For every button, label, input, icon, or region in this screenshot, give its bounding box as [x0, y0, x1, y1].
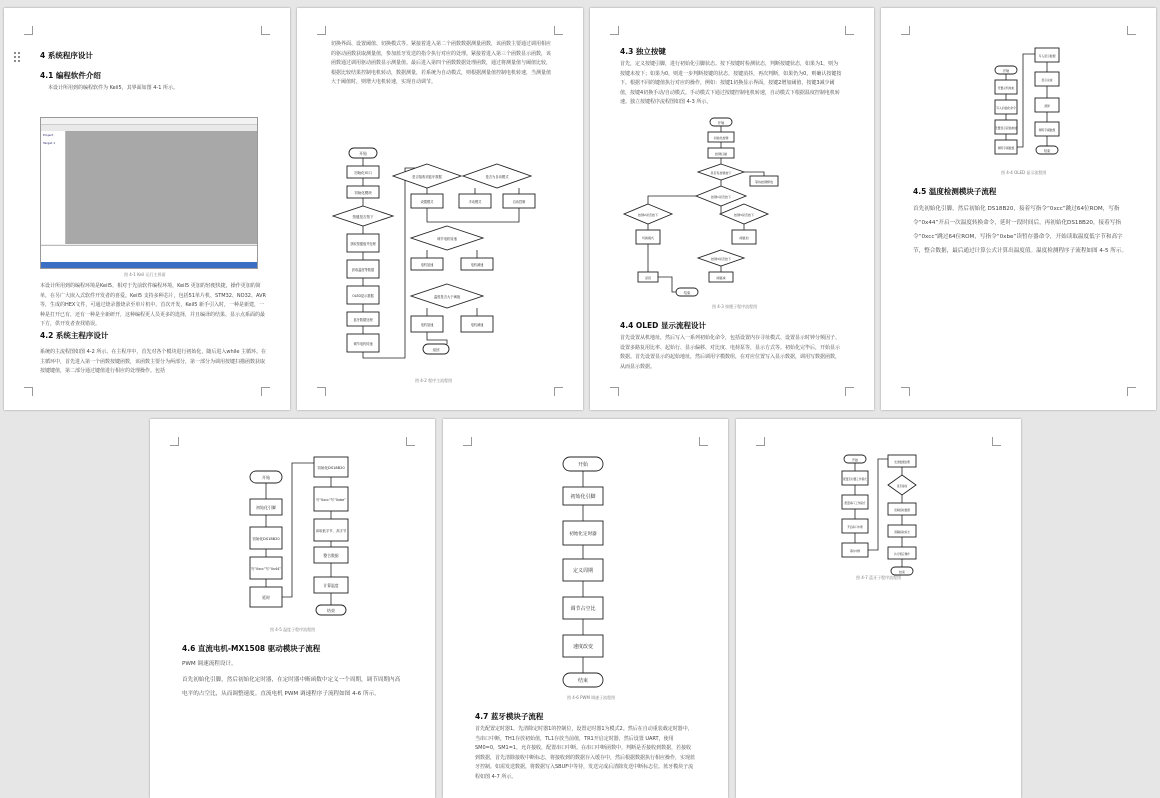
flow-timer-label: 初始化定时器 — [569, 532, 597, 537]
flow-speed-label: 速度改变 — [572, 644, 594, 650]
flow-k3b-label: 按键3是否按下 — [711, 257, 731, 261]
flow-speed-decision-label: 调节电机转速 — [437, 237, 457, 241]
flow-bt-decision-label: 是否接收到蓝牙数据 — [412, 175, 442, 179]
flow-e-label: 写入显示数据 — [1038, 54, 1056, 58]
flow-a-label: 配置定时器工作模式 — [843, 478, 867, 481]
flow-h-label: 发送数据处理 — [894, 461, 910, 464]
flow-cmd2-label: 写“0xcc”写“0xbe” — [315, 498, 347, 502]
flow-b-label: 写入初始化命令 — [996, 106, 1016, 110]
heading-main-program: 4.2 系统主程序设计 — [40, 331, 109, 340]
flow-down-label: 电机减速 — [470, 263, 484, 267]
document-page-5 — [150, 419, 435, 798]
flow-calc-label: 计算温度 — [323, 583, 339, 588]
temp-flowchart — [150, 419, 435, 798]
flow-end-label: 结束 — [577, 678, 589, 684]
flow-recv-label: 是否接收 — [896, 485, 908, 488]
flow-duty-label: 调节占空比 — [570, 606, 596, 612]
flow-c-label: 开启串口中断 — [847, 526, 863, 529]
crop-mark — [261, 387, 270, 396]
flow-g-label: 清屏 — [1044, 104, 1050, 108]
figure-caption: 图 4-3 按键子程序流程图 — [712, 304, 758, 309]
flow-d-label: 等待中断 — [849, 550, 861, 553]
figure-caption: 图 4-4 OLED 显示流程图 — [1001, 170, 1047, 175]
document-page-1 — [4, 8, 290, 410]
flow-start-label: 开始 — [1002, 69, 1010, 73]
figure-caption: 图 4-7 蓝牙子程序流程图 — [856, 575, 902, 580]
flow-end-label: 结束 — [327, 608, 335, 613]
flow-pressed-label: 是否有按键按下 — [710, 171, 732, 175]
pwm-line: PWM 调速流程设计。 — [182, 661, 237, 667]
flow-k1-label: 按键1是否按下 — [711, 195, 731, 199]
flow-add-label: 阈值加 — [739, 236, 749, 240]
flow-up-label: 电机加速 — [420, 263, 434, 267]
body-paragraph: 首先初始化引脚，然后初始化 DS18B20，接着写指令“0xcc”跳过64位ROM，写指令“0x44”开启一次温度转换命令，延时一段时间后，再初始化DS18B20，接着写指令“0xcc”跳过64位ROM，写指令“0xbe”读暂存器命令，开始读取温度低字节和高字节，整合数据，最后通过计算公式计算出温度值。温度检测程序子流程如图 4-5 所示。 — [913, 206, 1128, 254]
flow-init-label: 初始化DS18B20 — [252, 537, 280, 541]
flow-bt-label: 蓝牙数据处理 — [353, 318, 373, 322]
heading-key: 4.3 独立按键 — [620, 47, 666, 56]
keil-screenshot — [40, 117, 258, 269]
flow-measure-label: 获取温度等数据 — [351, 268, 375, 272]
flow-up2-label: 电机加速 — [420, 323, 434, 327]
flow-wait-label: 等待按键释放 — [754, 180, 774, 184]
flow-init-label: 初始化模块 — [354, 191, 372, 195]
body-paragraph: 首先设置从机地址，然后写入一系列初始化命令，包括设置内存寻址模式、设置显示时钟分频因子、设置多路复用比率、起始行、显示偏移、对比度、电荷泵等，显示方式等。初始化完毕后，开始显示数据。首先设置显示的起始地址，然后调用字模数组，在对应位置写入显示数据，调用写数据函数，从而显示数据。 — [620, 335, 841, 370]
flow-init2-label: 初始化DS18B20 — [317, 466, 345, 470]
heading-temp: 4.5 温度检测模块子流程 — [913, 187, 997, 196]
flow-manual-label: 手动模式 — [468, 200, 482, 204]
flow-d-label: 调用字模数组 — [997, 146, 1015, 150]
crop-mark — [261, 26, 270, 35]
heading-software-intro: 4.1 编程软件介绍 — [40, 71, 101, 80]
main-flowchart — [297, 8, 583, 410]
figure-caption: 图 4-5 温度子程序流程图 — [270, 627, 316, 632]
flow-temp-decision-label: 温度是否大于阈值 — [433, 295, 461, 299]
body-paragraph: 切换界面、设置阈值、切换模式等。紧接着进入第二个函数数据测量函数，该函数主要通过调用相应的驱动函数获取测量值，参加蓝牙发送的指令执行对应的处理。紧接着进入第三个函数显示函数，该函数通过调用驱动函数显示测量值。最后进入第四个函数数据处理函数，通过将测量值与阈值比较，根据比较结果控制电机转动，数据测量，若系统为自动模式，则根据测量值控制电机转速，当测量值大于阈值时，则增大电机转速，实现自动调节。 — [331, 41, 552, 85]
flow-key-label: 按键是否按下 — [352, 215, 374, 219]
flow-start-label: 开始 — [359, 151, 367, 156]
flow-cmd1-label: 写“0xcc”写“0x44” — [250, 567, 282, 571]
project-panel-label: Project — [43, 133, 54, 137]
figure-caption: 图 4-2 程序主流程图 — [415, 378, 453, 383]
flow-display-label: OLED显示数据 — [352, 294, 374, 298]
flow-scan-label: 按键扫描 — [714, 152, 728, 156]
bluetooth-flowchart — [736, 419, 1021, 798]
flow-f-label: 显示完成 — [1041, 78, 1053, 82]
heading-oled: 4.4 OLED 显示流程设计 — [620, 321, 707, 330]
flow-k3-label: 按键3是否按下 — [734, 213, 754, 217]
heading-bluetooth: 4.7 蓝牙模块子流程 — [475, 712, 544, 721]
drag-handle-icon[interactable] — [14, 52, 22, 66]
flow-set-mode-label: 设置模式 — [420, 200, 434, 204]
body-paragraph: 本设计所用到的编程环境是Keil5，相对于先前软件编程环境，Keil5 更加的轻便快捷，操作更加的简单，在另广大嵌入式软件开发者的喜爱。Keil5 支持多种芯片，包括51单片机、STM32、NO32、AVR等，生成的HEX文件，可通过烧录器烧录至单片机中。首次开发，Keil5 新手引入时，一种是新建，一种是打开已有，还有一种是全新研开，这种编程更人员更多的选择，并且编译的结果、显示点系面的最下方，供开发者查找错误。 — [40, 283, 266, 327]
flow-init-io-label: 初始化IO口 — [354, 171, 372, 175]
flow-start-label: 开始 — [577, 462, 589, 468]
flow-f-label: 清除接收标志 — [894, 531, 910, 534]
heading-motor: 4.6 直流电机-MX1508 驱动模块子流程 — [182, 644, 321, 653]
figure-caption: 图 4-1 Keil 运行主界面 — [124, 272, 166, 277]
flow-read-label: 读取低字节、高字节 — [315, 529, 347, 533]
flow-pin-label: 初始化引脚 — [256, 505, 276, 510]
flow-pin-label: 初始化引脚 — [570, 494, 596, 500]
crop-mark — [24, 387, 33, 396]
flow-e-label: 读取接收数据 — [894, 509, 910, 512]
project-tree-item: Target 1 — [43, 141, 56, 145]
flow-init-label: 初始化按键 — [713, 136, 729, 140]
flow-period-label: 定义周期 — [572, 568, 594, 574]
flow-start-label: 开始 — [851, 458, 859, 462]
document-page-4 — [881, 8, 1156, 410]
flow-b-label: 配置串口工作模式 — [844, 502, 866, 505]
flow-start-label: 开始 — [717, 121, 725, 125]
flow-end-label: 结束 — [1043, 149, 1051, 153]
figure-caption: 图 4-6 PWM 调速子流程图 — [567, 695, 616, 700]
intro-text: 本设计所用到的编程软件为 Keil5，其界面如图 4-1 所示。 — [48, 85, 179, 91]
flow-sub-label: 阈值减 — [716, 276, 726, 280]
document-page-3 — [590, 8, 874, 410]
flow-down2-label: 电机减速 — [470, 323, 484, 327]
flow-k2-label: 按键2是否按下 — [638, 213, 658, 217]
flow-end-label: 结束 — [683, 291, 691, 295]
document-page-6 — [443, 419, 728, 798]
body-paragraph: 首先，定义按键引脚，进行初始化引脚状态。按下按键时检测状态，判断按键状态，如果为1，则为按键未按下；如果为0，则进一步判断按键的状态，按键消抖，再次判断，如果仍为0，则确认按键按下。根据不同的键值执行对应的操作，例如：按键1切换显示界面，按键2增加阈值，按键3减少阈值，按键4切换手动/自动模式。手动模式下通过按键控制电机转速，自动模式下根据温度控制电机转速。独立按键程序流程图如图 4-3 所示。 — [620, 61, 842, 105]
flow-ret-label: 返回 — [644, 276, 652, 280]
flow-start-label: 开始 — [261, 475, 271, 480]
flow-d2-label: 调用字模数组 — [1038, 128, 1056, 132]
flow-key-process-label: 获取按键值并处理 — [350, 242, 376, 246]
flow-speed-label: 调节电机转速 — [353, 342, 373, 346]
body-paragraph: 系统的主流程图如图 4-2 所示。在主程序中，首先对各个模块进行初始化，随后进入while 主循环。在主循环中，首先进入第一个函数按键函数，该函数主要分为两部分，第一部分为调用按键扫描函数获取按键键值，第二部分通过键值进行相应的处理操作。包括 — [40, 349, 267, 374]
flow-end-label: 返回 — [432, 348, 440, 352]
flow-mode-decision-label: 是否为自动模式 — [485, 175, 509, 179]
body-paragraph: 首先配置定时器1，先清除定时器1的控制位，设置定时器1为模式2。然后在自动重装载定时器中，当串口中断，TH1存放初始值，TL1存放当前值，TR1开启定时器，然后设置 UART，使用SM0=0，SM1=1，允许接收，配置串口中断。在串口中断函数中，判断是否接收到数据，若接收到数据，首先清除接收中断标志，将接收到的数据存入缓存中，然后根据数据执行相应操作，实现蓝牙控制。如需发送数据，将数据写入SBUF中等待，发送完成后清除发送中断标志位。蓝牙模块子流程如图 4-7 所示。 — [475, 726, 696, 780]
flow-merge-label: 整合数据 — [323, 553, 339, 558]
flow-c-label: 设置显示起始地址 — [994, 126, 1018, 130]
flow-end-label: 结束 — [898, 570, 906, 574]
heading-system-program: 4 系统程序设计 — [40, 51, 93, 60]
body-paragraph: 首先初始化引脚，然后初始化定时器，在定时器中断函数中定义一个周期，调节周期内高电平的占空比，从而调整速度。直流电机 PWM 调速程序子流程如图 4-6 所示。 — [182, 677, 401, 697]
flow-delay-label: 延时 — [262, 595, 270, 600]
flow-a-label: 设置从机地址 — [997, 86, 1015, 90]
flow-g-label: 执行相应操作 — [894, 553, 910, 556]
document-page-7 — [736, 419, 1021, 798]
document-page-2 — [297, 8, 583, 410]
flow-auto-label: 自动控制 — [512, 200, 526, 204]
crop-mark — [24, 26, 33, 35]
flow-mode-label: 切换模式 — [641, 236, 655, 240]
